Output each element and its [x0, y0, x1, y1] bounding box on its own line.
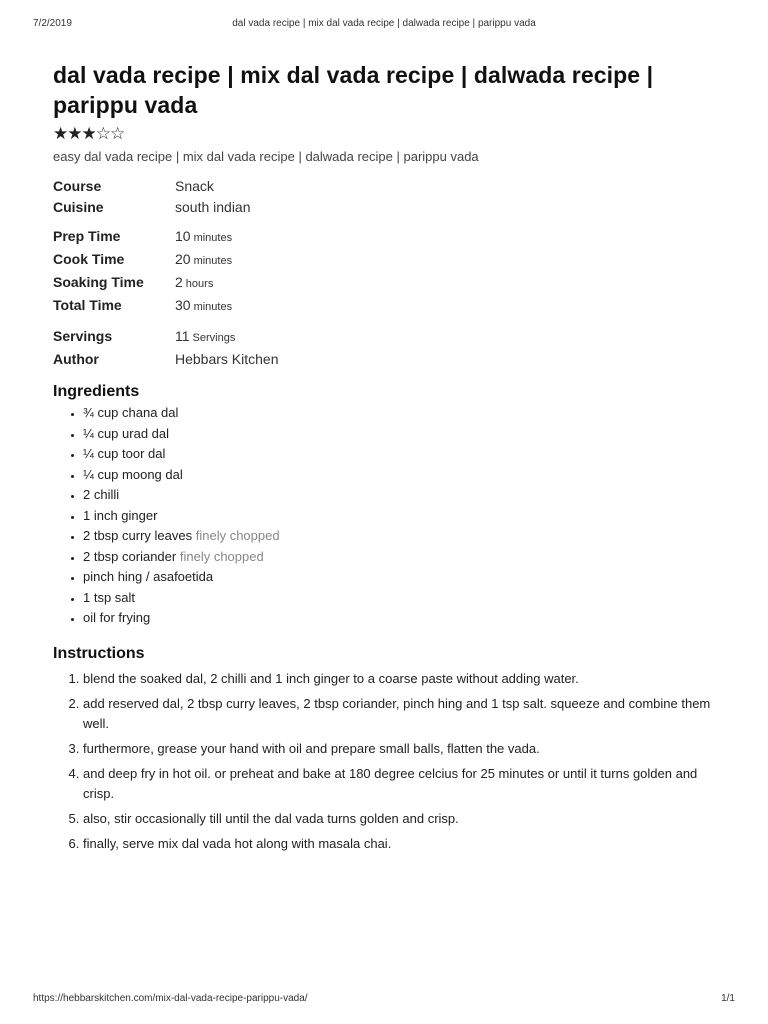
meta-label: Prep Time: [53, 228, 121, 244]
meta-group-category: [53, 176, 723, 218]
instruction-step: 6. finally, serve mix dal vada hot along with masala chai.: [83, 834, 723, 854]
instruction-step: 4. and deep fry in hot oil. or preheat and bake at 180 degree celcius for 25 minutes or until it turns golden and crisp.: [83, 764, 723, 804]
ingredients-list: [53, 403, 723, 629]
meta-group-servings: [53, 326, 723, 370]
ingredient-item: [83, 424, 723, 445]
recipe-title: dal vada recipe | mix dal vada recipe | dalwada recipe | parippu vada: [53, 62, 654, 118]
servings-unit: Servings: [192, 332, 236, 344]
ingredient-item: [83, 403, 723, 424]
filled-stars-icon: ★★★: [53, 124, 96, 143]
ingredient-text: 2 tbsp coriander: [83, 548, 177, 564]
meta-value: [175, 226, 232, 249]
time-amount: 30: [175, 297, 191, 313]
instruction-step: 1. blend the soaked dal, 2 chilli and 1 inch ginger to a coarse paste without adding water.: [83, 669, 723, 689]
meta-value: Hebbars Kitchen: [175, 351, 279, 367]
time-amount: 2: [175, 274, 183, 290]
print-date: 7/2/2019: [33, 18, 72, 29]
meta-label: Servings: [53, 328, 113, 344]
ingredient-item: [83, 506, 723, 527]
meta-row-course: [53, 176, 723, 197]
ingredient-note: finely chopped: [195, 528, 280, 543]
ingredient-item: [83, 547, 723, 568]
star-rating: [53, 124, 723, 144]
time-unit: minutes: [193, 301, 233, 313]
ingredient-text: 1 inch ginger: [83, 507, 158, 523]
ingredient-text: 1 tsp salt: [83, 589, 136, 605]
instruction-step: 3. furthermore, grease your hand with oil and prepare small balls, flatten the vada.: [83, 739, 723, 759]
time-unit: hours: [185, 278, 214, 290]
meta-label: Author: [53, 351, 99, 367]
ingredient-item: [83, 567, 723, 588]
ingredient-item: [83, 526, 723, 547]
servings-amount: 11: [175, 328, 190, 344]
meta-label: Soaking Time: [53, 274, 144, 290]
meta-row-author: [53, 349, 723, 370]
meta-group-times: [53, 226, 723, 318]
ingredient-text: ¼ cup moong dal: [83, 466, 183, 482]
meta-row-soaking-time: [53, 272, 723, 295]
ingredient-text: 2 tbsp curry leaves: [83, 528, 193, 543]
ingredient-item: [83, 485, 723, 506]
meta-row-total-time: [53, 295, 723, 318]
meta-row-servings: [53, 326, 723, 349]
ingredient-text: ¾ cup chana dal: [83, 405, 179, 420]
time-unit: minutes: [193, 232, 233, 244]
ingredient-text: 2 chilli: [83, 487, 120, 502]
meta-row-cuisine: [53, 197, 723, 218]
time-amount: 20: [175, 251, 191, 267]
meta-label: Total Time: [53, 297, 122, 313]
ingredient-text: ¼ cup toor dal: [83, 446, 166, 461]
meta-label: Cuisine: [53, 199, 104, 215]
meta-row-cook-time: [53, 249, 723, 272]
recipe-meta: [53, 176, 723, 370]
meta-label: Cook Time: [53, 251, 125, 267]
ingredient-item: [83, 608, 723, 629]
ingredient-note: finely chopped: [179, 548, 264, 564]
meta-value: [175, 272, 213, 295]
meta-value: [175, 249, 232, 272]
meta-label: Course: [53, 178, 102, 194]
meta-value: [175, 326, 235, 349]
page-number: 1/1: [721, 993, 735, 1004]
ingredient-text: ¼ cup urad dal: [83, 425, 170, 441]
ingredient-text: pinch hing / asafoetida: [83, 569, 214, 584]
meta-value: Snack: [175, 178, 214, 194]
print-page-title: dal vada recipe | mix dal vada recipe | dalwada recipe | parippu vada: [232, 18, 536, 29]
ingredients-heading: Ingredients: [53, 383, 140, 400]
ingredient-item: [83, 465, 723, 486]
time-amount: 10: [175, 228, 191, 244]
page-url: https://hebbarskitchen.com/mix-dal-vada-recipe-parippu-vada/: [33, 993, 308, 1004]
ingredient-text: oil for frying: [83, 610, 151, 625]
instruction-step: 5. also, stir occasionally till until the dal vada turns golden and crisp.: [83, 809, 723, 829]
recipe-summary: easy dal vada recipe | mix dal vada recipe | dalwada recipe | parippu vada: [53, 149, 479, 164]
ingredient-item: [83, 444, 723, 465]
instruction-step: 2. add reserved dal, 2 tbsp curry leaves, 2 tbsp coriander, pinch hing and 1 tsp salt. squeeze and combine them well.: [83, 694, 723, 734]
meta-value: south indian: [175, 199, 251, 215]
instructions-heading: Instructions: [53, 644, 145, 662]
instructions-list: [53, 669, 723, 854]
empty-stars-icon: ☆☆: [95, 124, 125, 143]
recipe-card: [53, 60, 723, 859]
ingredient-item: [83, 588, 723, 609]
time-unit: minutes: [193, 255, 233, 267]
meta-value: [175, 295, 232, 318]
meta-row-prep-time: [53, 226, 723, 249]
